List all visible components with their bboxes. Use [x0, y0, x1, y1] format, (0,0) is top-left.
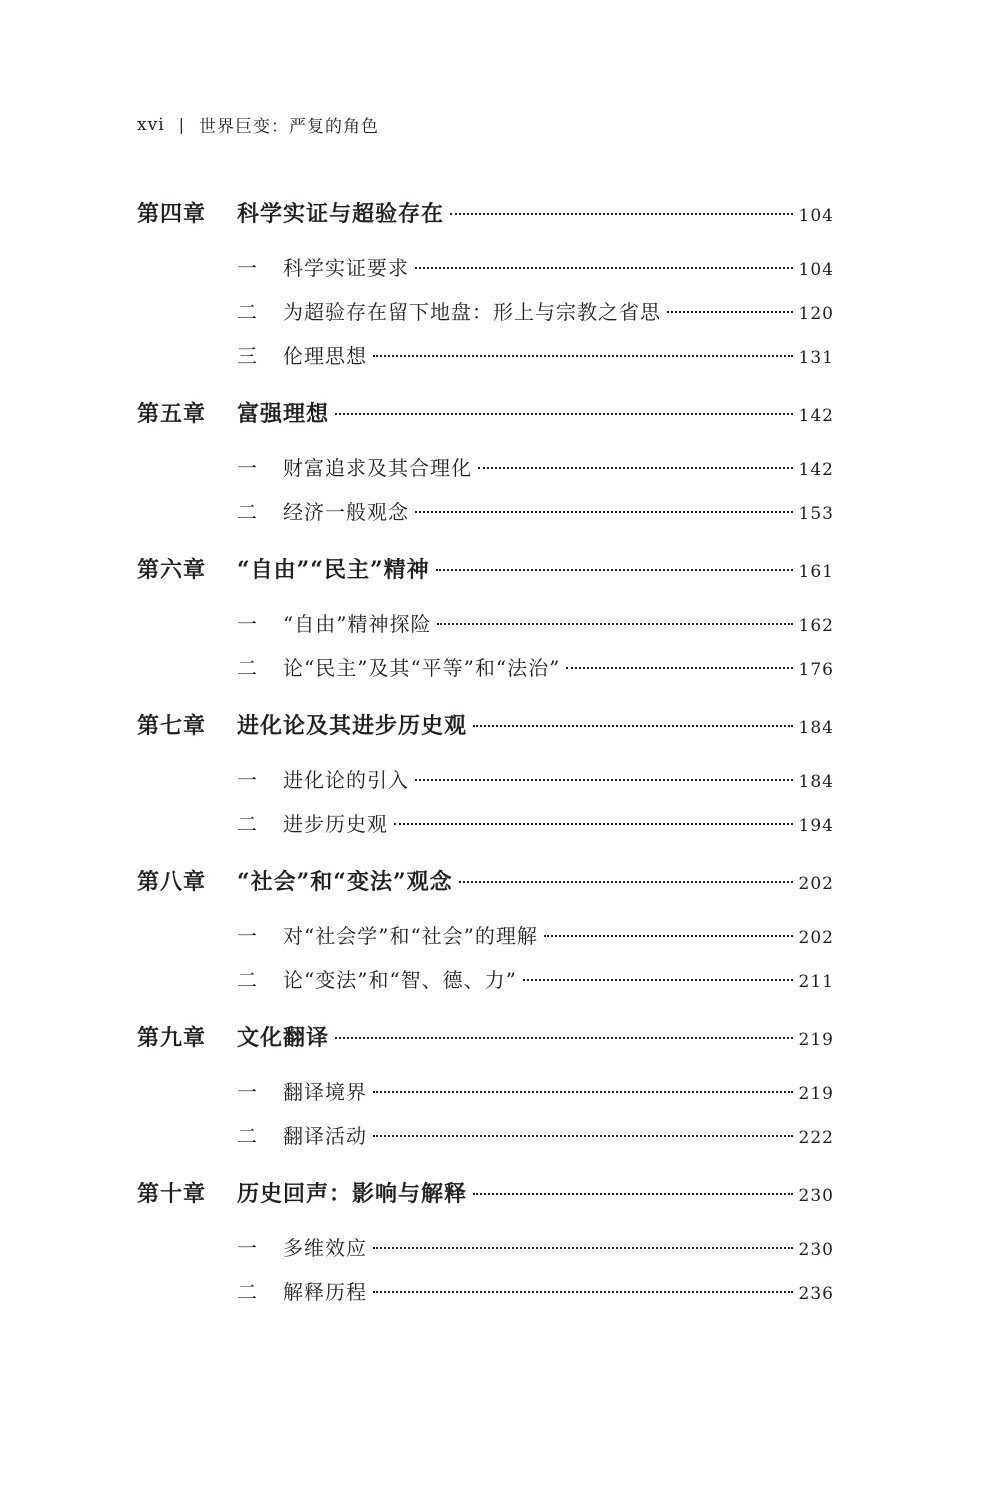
section-title: 论“民主”及其“平等”和“法治”	[283, 656, 561, 680]
section-number-text: 二	[237, 1280, 257, 1304]
page-ref: 219	[798, 1030, 834, 1050]
page-ref: 104	[798, 260, 834, 280]
toc-section-entry[interactable]	[137, 496, 834, 525]
section-title: 对“社会学”和“社会”的理解	[283, 924, 538, 948]
dot-leader	[473, 725, 793, 727]
toc-chapter-entry[interactable]	[137, 1021, 834, 1052]
chapter-title: 历史回声：影响与解释	[237, 1181, 468, 1207]
chapter-number: 第五章	[137, 401, 207, 427]
section-number	[137, 920, 283, 949]
toc-section-entry[interactable]	[137, 652, 834, 681]
toc-chapter-entry[interactable]	[137, 397, 834, 428]
section-number	[137, 296, 283, 325]
toc-section-entry[interactable]	[137, 764, 834, 793]
dot-leader	[415, 511, 793, 513]
section-number-text: 二	[237, 1124, 257, 1148]
page-ref: 219	[798, 1084, 834, 1104]
book-title: 世界巨变：严复的角色	[199, 117, 380, 137]
running-head	[137, 112, 379, 137]
section-number-text: 一	[237, 924, 257, 948]
section-number	[137, 1076, 283, 1105]
toc-section-entry[interactable]	[137, 964, 834, 993]
chapter-title: “自由”“民主”精神	[237, 557, 430, 583]
section-number	[137, 652, 283, 681]
toc-section-entry[interactable]	[137, 920, 834, 949]
section-title: 科学实证要求	[283, 256, 409, 280]
dot-leader	[335, 413, 793, 415]
page-ref: 131	[798, 348, 834, 368]
section-number	[137, 1232, 283, 1261]
page-ref: 120	[798, 304, 834, 324]
chapter-number: 第八章	[137, 869, 207, 895]
section-title: 经济一般观念	[283, 500, 409, 524]
dot-leader	[450, 213, 793, 215]
section-title: 为超验存在留下地盘：形上与宗教之省思	[283, 300, 661, 324]
dot-leader	[437, 623, 792, 625]
section-title: “自由”精神探险	[283, 612, 432, 636]
section-number	[137, 808, 283, 837]
section-title: 多维效应	[283, 1236, 367, 1260]
page-ref: 194	[798, 816, 834, 836]
dot-leader	[459, 881, 793, 883]
section-title: 进步历史观	[283, 812, 388, 836]
dot-leader	[373, 1247, 793, 1249]
dot-leader	[373, 1291, 793, 1293]
dot-leader	[473, 1193, 793, 1195]
page-ref: 142	[798, 406, 834, 426]
section-number-text: 一	[237, 456, 257, 480]
page-ref: 153	[798, 504, 834, 524]
page-ref: 202	[798, 874, 834, 894]
page-ref: 230	[798, 1240, 834, 1260]
toc-section-entry[interactable]	[137, 1232, 834, 1261]
chapter-number: 第十章	[137, 1181, 207, 1207]
toc-section-entry[interactable]	[137, 608, 834, 637]
section-number-text: 一	[237, 1236, 257, 1260]
chapter-number: 第四章	[137, 201, 207, 227]
page-ref: 176	[798, 660, 834, 680]
section-number-text: 二	[237, 500, 257, 524]
toc-chapter-entry[interactable]	[137, 709, 834, 740]
section-title: 翻译境界	[283, 1080, 367, 1104]
toc-chapter-entry[interactable]	[137, 1177, 834, 1208]
section-number-text: 一	[237, 1080, 257, 1104]
section-title: 解释历程	[283, 1280, 367, 1304]
dot-leader	[335, 1037, 793, 1039]
dot-leader	[373, 355, 793, 357]
dot-leader	[415, 267, 793, 269]
chapter-title: 富强理想	[237, 401, 330, 427]
section-number	[137, 452, 283, 481]
page-ref: 184	[798, 772, 834, 792]
page-ref: 184	[798, 718, 834, 738]
dot-leader	[373, 1135, 793, 1137]
section-number	[137, 496, 283, 525]
dot-leader	[478, 467, 793, 469]
section-number-text: 二	[237, 656, 257, 680]
section-number	[137, 340, 283, 369]
header-separator: |	[178, 115, 186, 134]
chapter-number: 第六章	[137, 557, 207, 583]
section-title: 翻译活动	[283, 1124, 367, 1148]
dot-leader	[566, 667, 792, 669]
section-number	[137, 252, 283, 281]
section-number	[137, 1276, 283, 1305]
section-title: 进化论的引入	[283, 768, 409, 792]
page-ref: 202	[798, 928, 834, 948]
chapter-title: 进化论及其进步历史观	[237, 713, 468, 739]
toc-section-entry[interactable]	[137, 1276, 834, 1305]
chapter-title: 科学实证与超验存在	[237, 201, 445, 227]
section-number-text: 三	[237, 344, 257, 368]
toc-section-entry[interactable]	[137, 296, 834, 325]
chapter-number: 第七章	[137, 713, 207, 739]
dot-leader	[373, 1091, 793, 1093]
section-number	[137, 608, 283, 637]
toc-section-entry[interactable]	[137, 808, 834, 837]
section-number-text: 一	[237, 256, 257, 280]
page-ref: 222	[798, 1128, 834, 1148]
page-number: xvi	[137, 114, 165, 135]
page-ref: 211	[798, 972, 834, 992]
page-ref: 236	[798, 1284, 834, 1304]
section-number	[137, 1120, 283, 1149]
page-ref: 142	[798, 460, 834, 480]
toc-section-entry[interactable]	[137, 1076, 834, 1105]
section-number-text: 一	[237, 612, 257, 636]
section-number-text: 二	[237, 300, 257, 324]
dot-leader	[523, 979, 793, 981]
chapter-title: 文化翻译	[237, 1025, 330, 1051]
dot-leader	[667, 311, 793, 313]
toc-section-entry[interactable]	[137, 252, 834, 281]
toc-chapter-entry[interactable]	[137, 197, 834, 228]
dot-leader	[394, 823, 793, 825]
dot-leader	[415, 779, 793, 781]
chapter-title: “社会”和“变法”观念	[237, 869, 453, 895]
section-number-text: 一	[237, 768, 257, 792]
page-ref: 104	[798, 206, 834, 226]
toc-section-entry[interactable]	[137, 452, 834, 481]
page-ref: 161	[798, 562, 834, 582]
section-title: 财富追求及其合理化	[283, 456, 472, 480]
toc-section-entry[interactable]	[137, 340, 834, 369]
section-title: 伦理思想	[283, 344, 367, 368]
page-ref: 230	[798, 1186, 834, 1206]
section-number-text: 二	[237, 968, 257, 992]
section-title: 论“变法”和“智、德、力”	[283, 968, 517, 992]
toc-chapter-entry[interactable]	[137, 865, 834, 896]
section-number	[137, 964, 283, 993]
dot-leader	[544, 935, 793, 937]
toc-chapter-entry[interactable]	[137, 553, 834, 584]
section-number	[137, 764, 283, 793]
chapter-number: 第九章	[137, 1025, 207, 1051]
section-number-text: 二	[237, 812, 257, 836]
toc-section-entry[interactable]	[137, 1120, 834, 1149]
page-ref: 162	[798, 616, 834, 636]
dot-leader	[436, 569, 793, 571]
